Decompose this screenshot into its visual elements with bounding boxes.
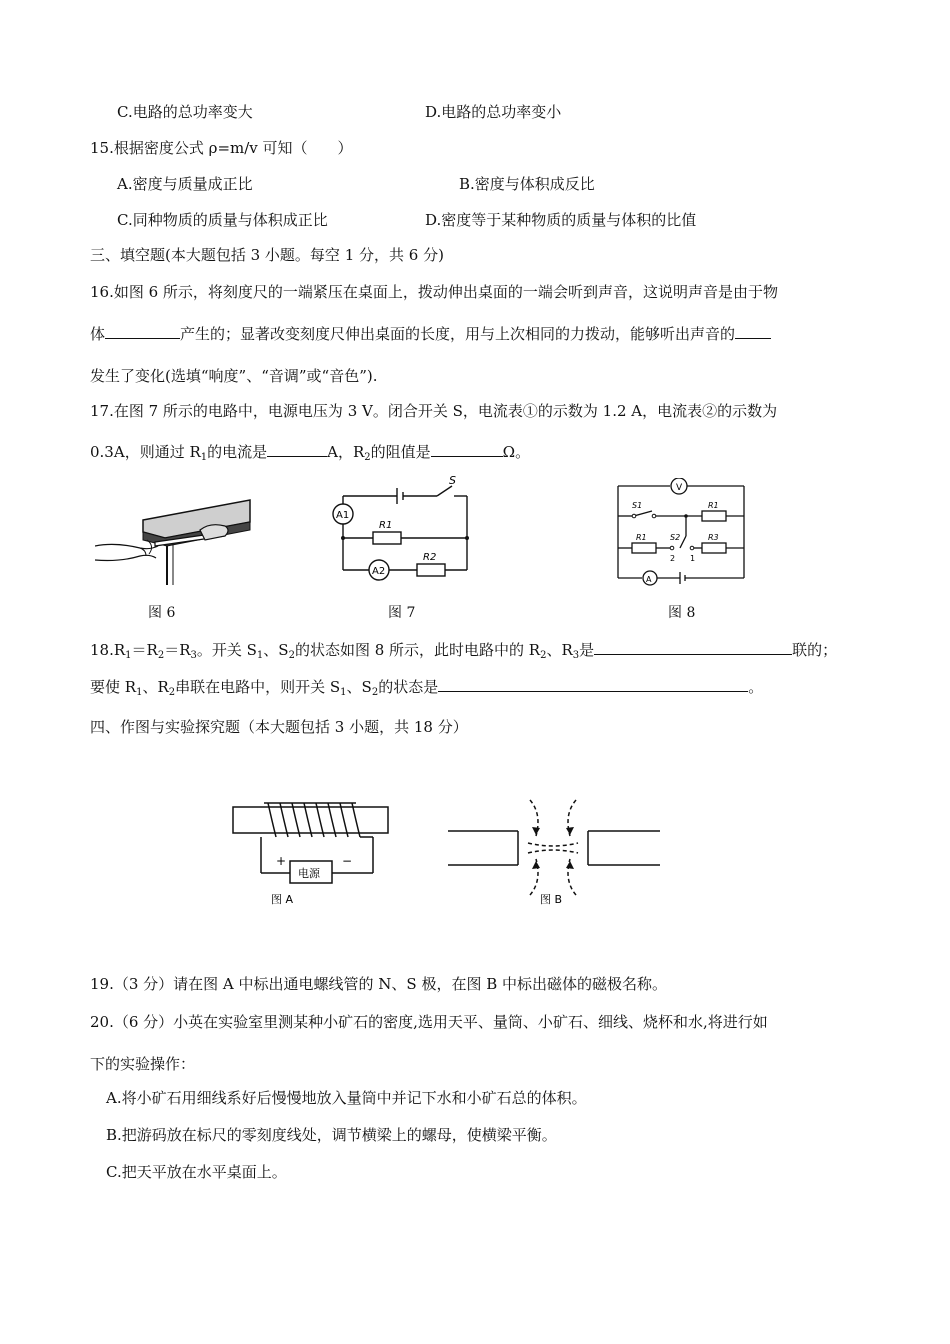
q17-blank-1[interactable] [267,442,327,457]
q18-text-f: 的状态如图 8 所示，此时电路中的 R [294,641,541,659]
fig-a-power-label: 电源 [298,867,320,880]
q18-sub: 2 [157,650,165,661]
q18-text-i: 联的； [792,641,838,659]
q18-text-g: 、R [546,641,573,659]
q20-step-a: A.将小矿石用细线系好后慢慢地放入量筒中并记下水和小矿石总的体积。 [106,1089,587,1107]
q18-text-h: 是 [579,641,595,659]
q17-line2-b: 的电流是 [207,443,268,461]
figure-8-circuit [612,478,752,586]
q18-line1 [90,640,837,660]
fig7-ammeter2-label: A2 [372,566,386,577]
q16-line2-a: 体 [90,325,106,343]
q17-blank-2[interactable] [431,442,503,457]
q15-stem: 15.根据密度公式 ρ=m/v 可知（ ） [90,139,353,157]
q17-line2 [90,442,530,462]
fig7-r1-label: R1 [379,520,393,531]
section3-heading: 三、填空题(本大题包括 3 小题。每空 1 分，共 6 分) [90,246,444,264]
q18-sub: 1 [340,687,347,698]
fig8-s1-label: S1 [632,501,643,510]
q18-text-2f: 。 [748,678,764,696]
q18-blank-1[interactable] [594,640,792,655]
q17-line2-a: 0.3A，则通过 R [90,443,201,461]
q18-text-a: 18.R [90,641,126,659]
q17-sub-1: 1 [200,452,208,463]
q18-sub: 3 [190,650,197,661]
q15-option-b: B.密度与体积成反比 [459,175,595,193]
q18-text-2c: 串联在电路中，则开关 S [175,678,341,696]
fig-a-plus: + [276,854,287,868]
q18-text-e: 、S [263,641,289,659]
q18-text-2a: 要使 R [90,678,137,696]
fig8-r1-top-label: R1 [708,501,719,510]
fig8-r1-bottom-label: R1 [636,533,647,542]
q18-text-2d: 、S [346,678,372,696]
q18-text-b: ＝R [131,641,158,659]
figure-b-magnets [448,795,693,910]
q18-sub: 2 [168,687,176,698]
fig7-ammeter1-label: A1 [336,510,350,521]
q20-step-c: C.把天平放在水平桌面上。 [106,1163,287,1181]
q14-option-d: D.电路的总功率变小 [425,103,562,121]
q17-line2-e: Ω。 [502,443,531,461]
q18-sub: 2 [371,687,379,698]
q15-option-c: C.同种物质的质量与体积成正比 [117,211,328,229]
figure-8-caption: 图 8 [668,605,696,621]
figure-a-solenoid [228,795,398,910]
q16-line3: 发生了变化(选填“响度”、“音调”或“音色”). [90,367,378,385]
q17-line1: 17.在图 7 所示的电路中，电源电压为 3 V。闭合开关 S，电流表①的示数为 1.2 A，电流表②的示数为 [90,402,778,420]
fig7-switch-label: S [449,474,456,487]
q16-line1: 16.如图 6 所示，将刻度尺的一端紧压在桌面上，拨动伸出桌面的一端会听到声音，这说明声音是由于物 [90,283,778,301]
fig-b-caption: 图 B [540,893,563,906]
q18-text-2b: 、R [142,678,169,696]
figure-7-caption: 图 7 [388,605,416,621]
q18-sub: 1 [256,650,264,661]
fig8-ammeter-label: A [646,575,652,584]
fig8-pos1-label: 1 [690,554,696,563]
fig8-r3-label: R3 [708,533,719,542]
fig8-pos2-label: 2 [670,554,676,563]
q18-sub: 1 [136,687,143,698]
figure-6-ruler-desk [95,480,255,590]
q18-sub: 3 [572,650,580,661]
q18-text-d: 。开关 S [196,641,257,659]
q15-option-d: D.密度等于某种物质的质量与体积的比值 [425,211,697,229]
fig7-r2-label: R2 [423,552,437,563]
figure-7-circuit [327,474,477,584]
fig8-s2-label: S2 [670,533,681,542]
q17-sub-2: 2 [364,452,371,463]
figure-6-caption: 图 6 [148,605,176,621]
q16-blank-1[interactable] [105,324,180,339]
q18-text-2e: 的状态是 [378,678,439,696]
q19: 19.（3 分）请在图 A 中标出通电螺线管的 N、S 极，在图 B 中标出磁体的磁极名称。 [90,975,668,993]
q18-blank-2[interactable] [438,677,748,692]
q20-line1: 20.（6 分）小英在实验室里测某种小矿石的密度,选用天平、量筒、小矿石、细线、烧杯和水,将进行如 [90,1013,768,1031]
q18-text-c: ＝R [164,641,191,659]
q18-sub: 2 [540,650,547,661]
q15-option-a: A.密度与质量成正比 [117,175,253,193]
fig-a-caption: 图 A [271,893,294,906]
fig-a-minus: − [342,854,353,868]
q20-line2: 下的实验操作： [90,1055,196,1073]
q20-step-b: B.把游码放在标尺的零刻度线处，调节横梁上的螺母，使横梁平衡。 [106,1126,557,1144]
fig8-voltmeter-label: V [676,483,683,493]
q17-line2-d: 的阻值是 [370,443,431,461]
q16-line2-b: 产生的；显著改变刻度尺伸出桌面的长度，用与上次相同的力拨动，能够听出声音的 [180,325,736,343]
q14-option-c: C.电路的总功率变大 [117,103,253,121]
q17-line2-c: A，R [327,443,365,461]
q18-sub: 1 [125,650,132,661]
q18-sub: 2 [288,650,295,661]
section4-heading: 四、作图与实验探究题（本大题包括 3 小题，共 18 分） [90,718,468,736]
q18-line2 [90,677,763,697]
q16-line2 [90,324,771,344]
q16-blank-2[interactable] [735,324,771,339]
